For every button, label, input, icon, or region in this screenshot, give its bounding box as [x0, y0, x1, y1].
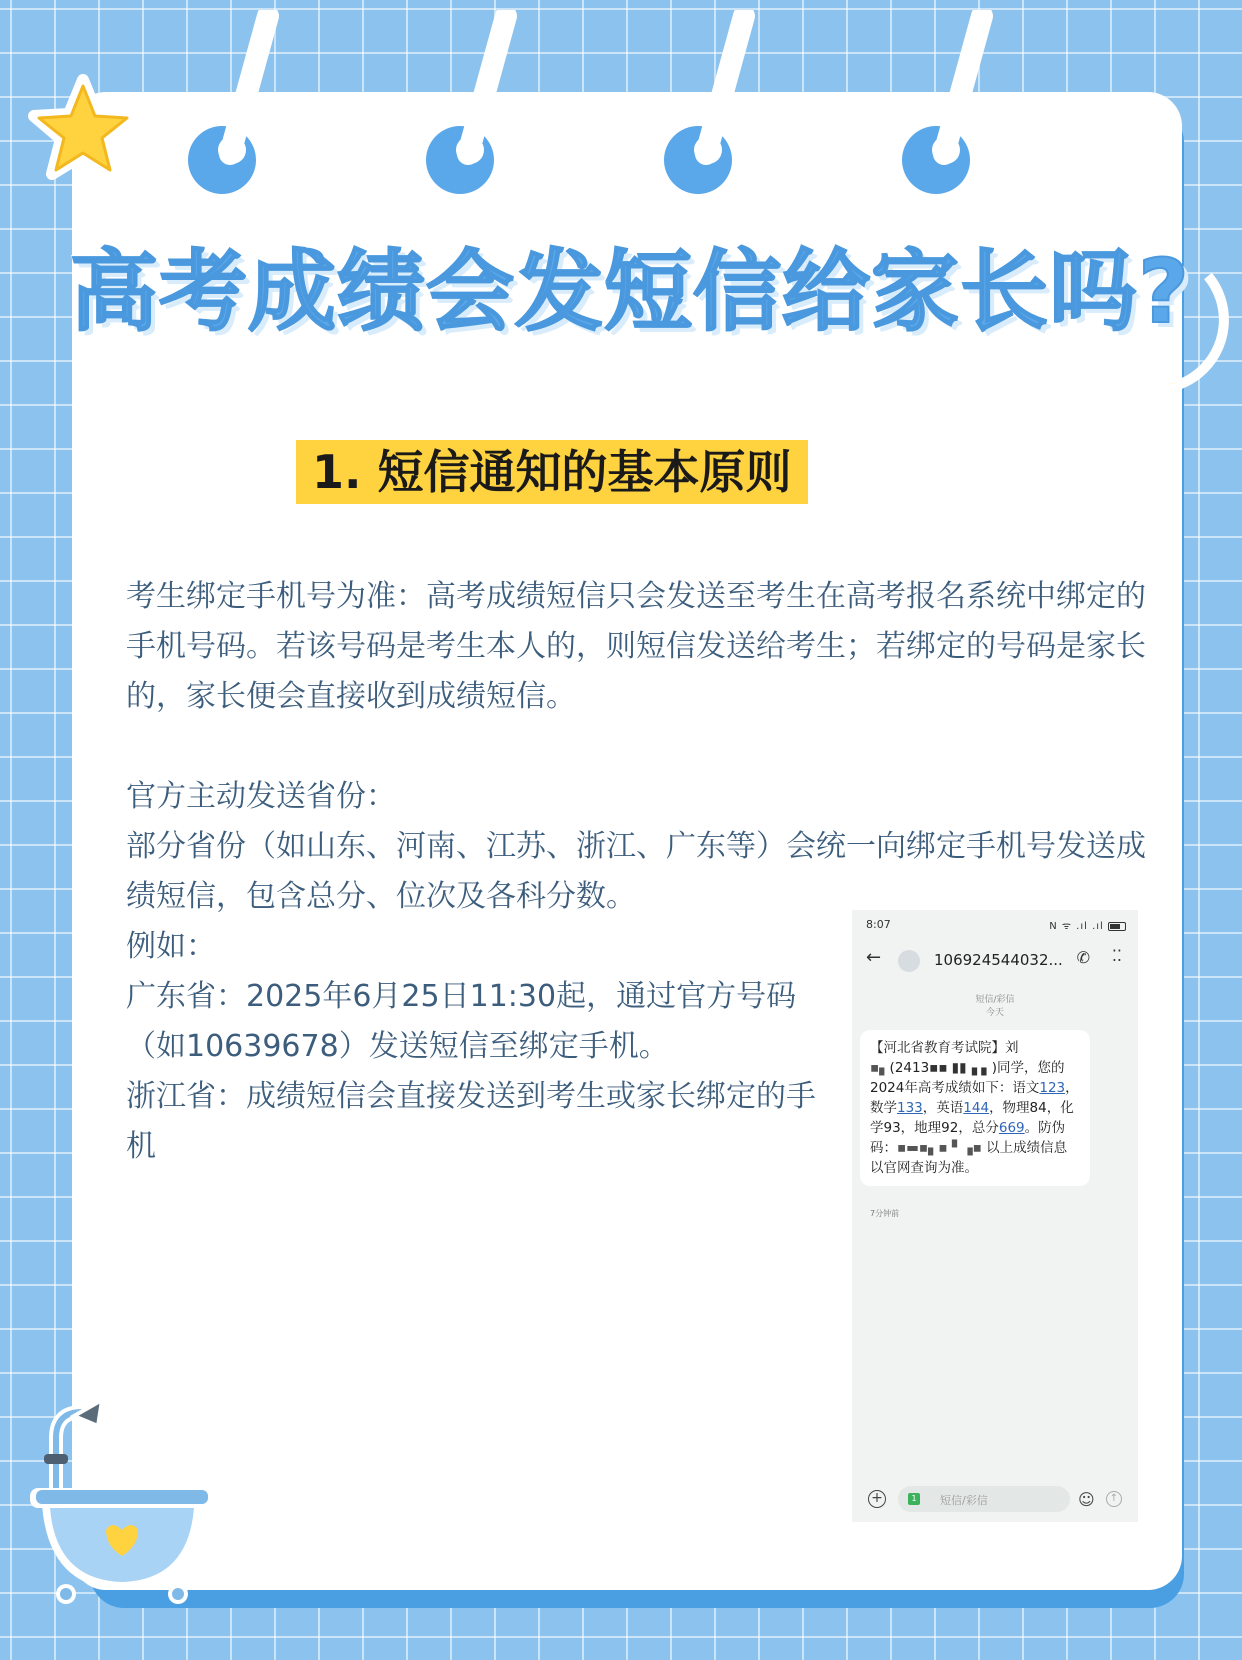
sender-number: 106924544032...	[934, 951, 1063, 969]
score-total[interactable]: 669	[998, 1120, 1025, 1136]
thread-day: 今天	[985, 1008, 1004, 1018]
example-label: 例如：	[126, 929, 216, 964]
message-time: 7分钟前	[870, 1209, 900, 1218]
bathtub-icon	[26, 1398, 226, 1608]
paragraph-provinces-heading: 官方主动发送省份：	[126, 779, 396, 814]
emoji-icon[interactable]: ☺	[1078, 1490, 1095, 1509]
ring-decoration	[182, 10, 292, 210]
input-placeholder: 短信/彩信	[940, 1494, 988, 1507]
score-english[interactable]: 144	[963, 1100, 990, 1116]
message-text: ，英语	[922, 1100, 964, 1116]
message-text: 【河北省教育考试院】刘	[870, 1040, 1019, 1056]
message-text: (2413	[889, 1060, 930, 1076]
message-bubble[interactable]: 【河北省教育考试院】刘▪▖(2413▪▪ ▮▮▗ ▖)同学，您的2024年高考成绩如下：语文123，数学133，英语144，物理84，化学93，地理92，总分669。防伪码：▪▬▪▖▪ ▘▗▪ 以上成绩信息以官网查询为准。	[860, 1030, 1090, 1186]
star-icon	[28, 74, 138, 184]
message-text: ，数学	[870, 1080, 1079, 1116]
paragraph-principle: 考生绑定手机号为准：高考成绩短信只会发送至考生在高考报名系统中绑定的手机号码。若该号码是考生本人的，则短信发送给考生；若绑定的号码是家长的，家长便会直接收到成绩短信。	[126, 579, 1146, 714]
more-icon[interactable]: ⁚⁚	[1111, 946, 1122, 965]
sim-icon[interactable]: 1	[908, 1493, 920, 1505]
example-zhejiang: 浙江省：成绩短信会直接发送到考生或家长绑定的手机	[126, 1079, 816, 1164]
paragraph-provinces-body: 部分省份（如山东、河南、江苏、浙江、广东等）会统一向绑定手机号发送成绩短信，包含总分、位次及各科分数。	[126, 829, 1146, 914]
signal-icons: N ᯤ .ıl .ıl	[1049, 921, 1104, 932]
example-guangdong: 广东省：2025年6月25日11:30起，通过官方号码（如10639678）发送短信至绑定手机。	[126, 979, 797, 1064]
message-text: 以上成绩信息以官网查询为准。	[870, 1140, 1068, 1176]
score-math[interactable]: 133	[897, 1100, 923, 1116]
section-heading: 1. 短信通知的基本原则	[296, 440, 808, 504]
sms-screenshot	[852, 910, 1138, 1522]
back-arrow-icon[interactable]: ←	[866, 947, 882, 968]
phone-call-icon[interactable]: ✆	[1076, 948, 1090, 967]
compose-bar	[852, 1482, 1138, 1522]
message-text: )同学，您的2024年高考成绩如下：语文	[870, 1060, 1065, 1096]
score-chinese[interactable]: 123	[1039, 1080, 1066, 1096]
status-icons	[1049, 918, 1126, 932]
thread-label	[852, 994, 1138, 1020]
add-icon[interactable]: +	[868, 1490, 886, 1508]
message-text: 。防伪码：	[870, 1120, 1066, 1156]
page-title: 高考成绩会发短信给家长吗?	[70, 240, 1191, 343]
message-text: ，物理84，化学93，地理92，总分	[870, 1100, 1074, 1136]
avatar	[898, 950, 920, 972]
message-input[interactable]	[898, 1486, 1070, 1512]
moon-icon	[1090, 268, 1230, 398]
battery-icon	[1108, 922, 1126, 931]
ring-decoration	[896, 10, 1006, 210]
send-icon[interactable]: ↑	[1106, 1491, 1122, 1507]
ring-decoration	[420, 10, 530, 210]
ring-decoration	[658, 10, 768, 210]
status-time: 8:07	[866, 918, 891, 931]
thread-type: 短信/彩信	[975, 995, 1015, 1005]
